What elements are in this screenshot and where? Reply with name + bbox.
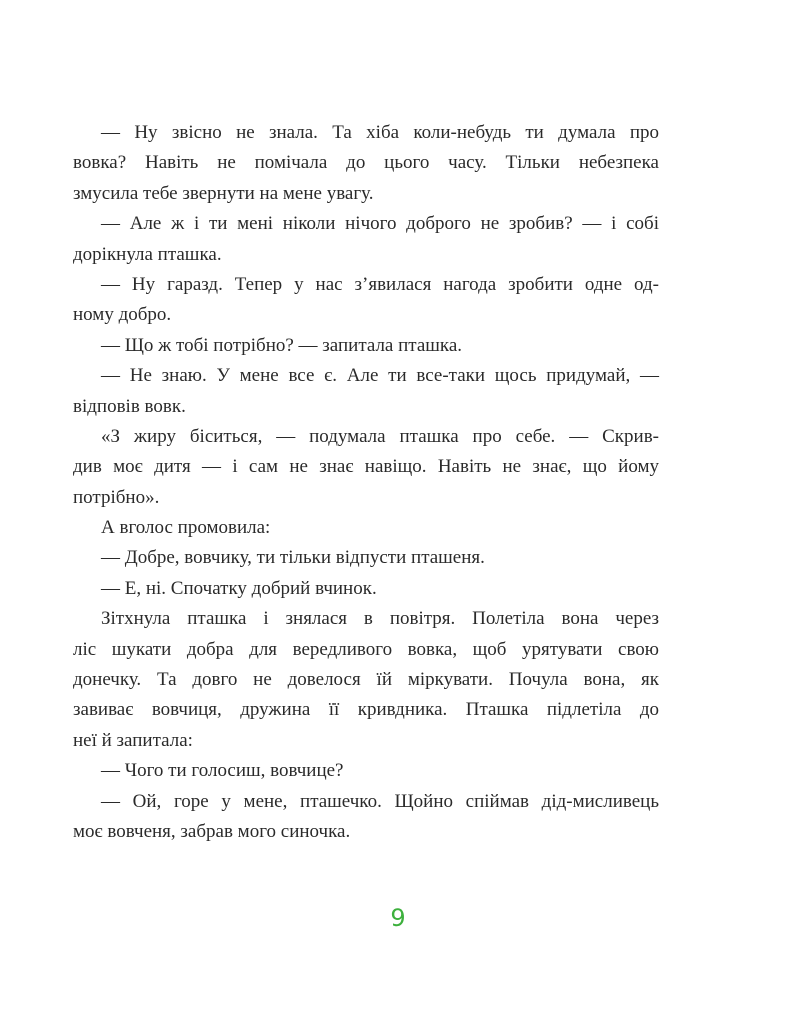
text-line: Зітхнула пташка і знялася в повітря. Полетіла вона через [101,608,659,630]
text-line: донечку. Та довго не довелося їй міркувати. Почула вона, як [73,669,659,691]
text-line: завиває вовчиця, дружина її кривдника. Пташка підлетіла до [73,699,659,721]
text-line: — Добре, вовчику, ти тільки відпусти пташеня. [101,547,485,569]
text-line: — Ой, горе у мене, пташечко. Щойно спіймав дід-мисливець [101,790,659,812]
text-line: А вголос промовила: [101,517,271,539]
story-text [73,118,659,847]
text-line: «З жиру біситься, — подумала пташка про себе. — Скрив- [101,425,659,447]
text-line: — Ну гаразд. Тепер у нас з’явилася нагода зробити одне од- [101,273,659,295]
text-line: ному добро. [73,304,172,326]
text-line: див моє дитя — і сам не знає навіщо. Навіть не знає, що йому [73,456,659,478]
text-line: дорікнула пташка. [73,243,222,265]
text-line: ліс шукати добра для вередливого вовка, щоб урятувати свою [73,638,659,660]
text-line: — Чого ти голосиш, вовчице? [101,760,344,782]
text-line: відповів вовк. [73,395,186,417]
page-number: 9 [390,904,406,932]
text-line: неї й запитала: [73,729,193,751]
text-line: вовка? Навіть не помічала до цього часу. Тільки небезпека [73,152,659,174]
text-line: моє вовченя, забрав мого синочка. [73,820,351,842]
text-line: потрібно». [73,486,160,508]
text-line: — Не знаю. У мене все є. Але ти все-таки щось придумай, — [101,365,659,387]
text-line: — Ну звісно не знала. Та хіба коли-небудь ти думала про [101,122,659,143]
text-line: змусила тебе звернути на мене увагу. [73,182,374,204]
text-line: — Але ж і ти мені ніколи нічого доброго не зробив? — і собі [101,213,659,235]
text-line: — Що ж тобі потрібно? — запитала пташка. [101,334,463,356]
text-line: — Е, ні. Спочатку добрий вчинок. [101,577,377,599]
